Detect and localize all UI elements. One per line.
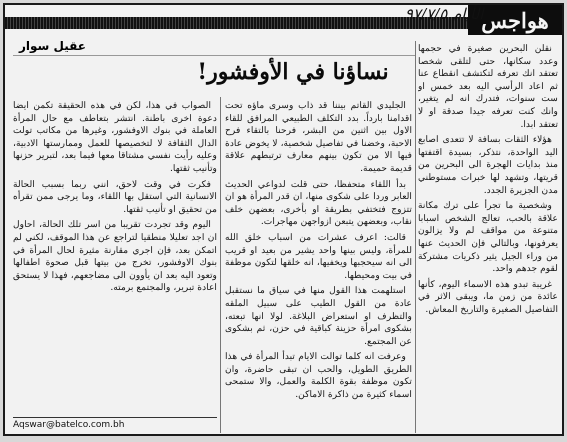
paragraph: بدأ اللقاء متحفظا، حتى قلت لدواعي الحديث العابر وردا على شكوى منها، ان قدر المرأة هو ان تتزوج فتختفي بطريقة او بأخرى، بعضهن خلف نقاب، وبعضهن يتبعن ازواجهن مهاجرات.: [225, 178, 412, 228]
header-divider: [13, 55, 415, 56]
article-headline: نساؤنا في الأوفشور!: [197, 59, 389, 85]
paragraph: الجليدي القاتم بيننا قد ذاب وسرى ماؤه تحت اقدامنا بارداً. بدد التكلف الطبيعي المرافق للقاء الاول بين اثنين من البشر، فرحنا بالتقاء فرح الاحبة، وخضنا في تفاصيل شخصية، لا يخوض عادة فيها الا من تكون بينهم معارف ترتبطهم علاقة قديمة حميمة.: [225, 100, 412, 174]
column-divider: [220, 97, 221, 433]
text-column-right: [418, 43, 558, 431]
text-column-middle: [225, 100, 412, 430]
paragraph: نقلن البحرين صغيرة في حجمها وعدد سكانها، حتى لتلقى شخصا تعتقد انك تعرفه لتكتشف انقطاع عنا ثم اعاد الرأسي اليه بعد خمس او ست سنوات، فتدرك انه لم يتغير، وانك كنت تعرفه جيدا صدقة او لا تعتقد ابدا.: [418, 43, 558, 130]
paragraph: وشخصية ما تجرأ على ترك مكانة علاقة بالحب، تعالج الشخص اسبابا متنوعة من مواقف لم ولا يزالون يعرفونها، وبالتالي فإن الحديث عنها من وراء الجيل يثير ذكريات مشتركة لقوم جدهم واحد.: [418, 200, 558, 275]
paragraph: اليوم وقد تجردت تقريبا من اسر تلك الحالة، احاول ان اجد تعليلا منطقيا لتراجع عن هذا الموقف، لكني لم اتمكن بعد، فإن اجري مقارنة مثيرة لحال المرأة في بنوك الاوفشور، تخرج من بيتها قبل صحوة اطفالها وتعود اليه بعد ان يأوون الى مضاجعهم، فهذا لا يستحق اعادة تبرير، والمجتمع برمته.: [13, 219, 217, 294]
author-email: Aqswar@batelco.com.bh: [13, 417, 217, 430]
paragraph: فكرت في وقت لاحق، انني ربما بسبب الحالة الانسانية التي استقل بها اللقاء، وما يرجى ممن تقرأه من تحقيق او تأنيب ثقتها.: [13, 178, 217, 215]
author-name: عقيل سوار: [19, 39, 86, 53]
paragraph: قالت: اعرف عشرات من اسباب خلق الله للمرأة، وليس بينها واحد يشير من بعيد او قريب الى انه سيحجبها ويخفيها، انه خلقها لتكون موظفة في بيت ومحيطها.: [225, 231, 412, 281]
paragraph: الصواب في هذا، لكن في هذه الحقيقة تكمن ايضا دعوة اخرى باطنة. انتشر بتعاطف مع حال المرأة العاملة في بنوك الاوفشور، وغيرها من مكاتب تولت الدال الثقافة لا لتخصيصها للعمل وممارستها الادبية، وعليه رأيت نفسي مشتاقا معها فيما بعد، لتبرير حزنها وتأنيب ثقتها.: [13, 100, 217, 174]
handwritten-date: الأيام ٩٧/٧/٥: [405, 5, 484, 23]
masthead-bar: [5, 17, 468, 29]
column-name: هواجس: [468, 5, 562, 35]
paragraph: وعرفت انه كلما توالت الايام تبدأ المرأة في هذا الطريق الطويل، والحب ان تبقى حاضرة، وان تكون موظفة بقوة الكلمة والعمل، والا ستمحى اسماء كثيرة من ذاكرة الاماكن.: [225, 351, 412, 401]
column-divider: [415, 41, 416, 433]
paragraph: غريبة تبدو هذه الاسماء اليوم، كأنها عائدة من زمن ما، ويبقى الاثر في التفاصيل الصغيرة والتاريخ المعاش.: [418, 278, 558, 315]
paragraph: هؤلاء الثقات بسافة لا تتعدى اصابع اليد الواحدة، نتذكر، بسيدة اقتفتها منذ بدايات الهجرة الى البحرين من قريتها، وتشهد لها خبرات مستوطني مدن الجزيرة الجدد.: [418, 134, 558, 196]
paragraph: استلهمت هذا القول منها في سياق ما نستقبل عادة من القول الطيب على سبيل الملقه والتظرف او استعراض البلاغة. لولا انها تبعته، بشكوى امرأة حزينة كباقية في حزن، ثم بشكوى عن المجتمع.: [225, 285, 412, 347]
text-column-left: [13, 100, 217, 414]
newspaper-clipping: [3, 3, 564, 436]
